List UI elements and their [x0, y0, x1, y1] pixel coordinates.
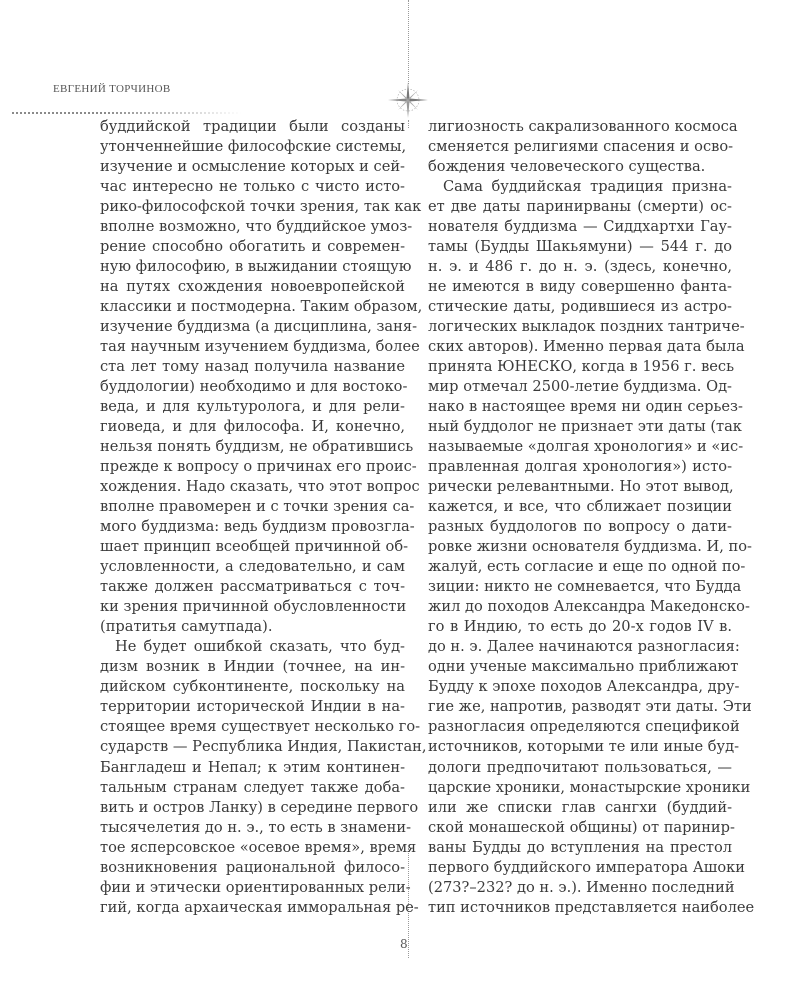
text-line: лигиозность сакрализованного космоса	[428, 118, 738, 135]
text-line: час интересно не только с чисто исто-	[100, 178, 405, 196]
text-line: нако в настоящее время ни один серьез-	[428, 398, 743, 416]
text-line: тысячелетия до н. э., то есть в знамени-	[100, 818, 411, 836]
text-line: также должен рассматриваться с точ-	[100, 578, 405, 596]
text-line: гиоведа, и для философа. И, конечно,	[100, 418, 405, 436]
text-line: разных буддологов по вопросу о дати-	[428, 518, 732, 536]
text-line: ную философию, в выжидании стоящую	[100, 258, 412, 276]
text-line: источников, которыми те или иные буд-	[428, 738, 740, 756]
text-line: мого буддизма: ведь буддизм провозгла-	[100, 518, 415, 536]
text-line: прежде к вопросу о причинах его проис-	[100, 458, 417, 476]
text-line: жалуй, есть согласие и еще по одной по-	[428, 558, 746, 576]
text-line: нователя буддизма — Сиддхартхи Гау-	[428, 218, 732, 236]
text-line: рение способно обогатить и современ-	[100, 238, 405, 256]
text-line: фии и этически ориентированных рели-	[100, 878, 411, 896]
text-line: жил до походов Александра Македонско-	[428, 598, 750, 616]
running-head-author: ЕВГЕНИЙ ТОРЧИНОВ	[53, 83, 171, 95]
text-line: Будду к эпохе походов Александра, дру-	[428, 678, 740, 696]
text-line: вполне правомерен и с точки зрения са-	[100, 498, 415, 516]
text-line: н. э. и 486 г. до н. э. (здесь, конечно,	[428, 258, 732, 276]
text-line: на путях схождения новоевропейской	[100, 278, 405, 296]
text-line: утонченнейшие философские системы,	[100, 138, 407, 156]
text-line: ровке жизни основателя буддизма. И, по-	[428, 538, 752, 556]
text-line: буддологии) необходимо и для востоко-	[100, 378, 408, 396]
text-line: хождения. Надо сказать, что этот вопрос	[100, 478, 420, 496]
text-line: Сама буддийская традиция призна-	[443, 178, 732, 196]
text-line: первого буддийского императора Ашоки	[428, 858, 746, 876]
text-line: вполне возможно, что буддийское умоз-	[100, 218, 413, 236]
text-line: гие же, напротив, разводят эти даты. Эти	[428, 698, 752, 716]
text-line: возникновения рациональной филосо-	[100, 858, 405, 876]
text-line: дологи предпочитают пользоваться, —	[428, 758, 732, 776]
text-line: кажется, и все, что сближает позиции	[428, 498, 732, 516]
text-line: называемые «долгая хронология» и «ис-	[428, 438, 744, 456]
text-line: (273?–232? до н. э.). Именно последний	[428, 878, 735, 896]
text-line: нельзя понять буддизм, не обратившись	[100, 438, 414, 456]
text-line: Бангладеш и Непал; к этим континен-	[100, 758, 405, 776]
header-rule	[12, 112, 242, 114]
text-line: дийском субконтиненте, поскольку на	[100, 678, 405, 696]
text-line: ста лет тому назад получила название	[100, 358, 405, 376]
text-line: классики и постмодерна. Таким образом,	[100, 298, 423, 316]
text-line: сударств — Республика Индия, Пакистан,	[100, 738, 427, 756]
text-line: стоящее время существует несколько го-	[100, 718, 421, 736]
column-divider-mid	[408, 120, 409, 128]
text-line: территории исторической Индии в на-	[100, 698, 405, 716]
text-line: принята ЮНЕСКО, когда в 1956 г. весь	[428, 358, 735, 376]
text-line: одни ученые максимально приближают	[428, 658, 739, 676]
text-line: ки зрения причинной обусловленности	[100, 598, 407, 616]
text-line: гий, когда архаическая имморальная ре-	[100, 898, 419, 916]
text-line: рически релевантными. Но этот вывод,	[428, 478, 734, 496]
text-line: зиции: никто не сомневается, что Будда	[428, 578, 742, 596]
text-line: Не будет ошибкой сказать, что буд-	[115, 638, 405, 656]
text-line: дизм возник в Индии (точнее, на ин-	[100, 658, 405, 676]
text-line: разногласия определяются спецификой	[428, 718, 740, 736]
text-line: ет две даты паринирваны (смерти) ос-	[428, 198, 732, 216]
text-line: тамы (Будды Шакьямуни) — 544 г. до	[428, 238, 732, 256]
text-line: го в Индию, то есть до 20-х годов IV в.	[428, 618, 732, 636]
text-line: бождения человеческого существа.	[428, 158, 706, 176]
text-column-left	[100, 117, 427, 918]
text-line: ный буддолог не признает эти даты (так	[428, 418, 742, 436]
text-line: вить и остров Ланку) в середине первого	[100, 798, 419, 816]
text-line: условленности, а следовательно, и сам	[100, 558, 405, 576]
text-line: ской монашеской общины) от паринир-	[428, 818, 735, 836]
text-line: рико-философской точки зрения, так как	[100, 198, 422, 216]
text-line: или же списки глав сангхи (буддий-	[428, 798, 732, 816]
text-line: до н. э. Далее начинаются разногласия:	[428, 638, 740, 656]
text-line: шает принцип всеобщей причинной об-	[100, 538, 409, 556]
text-line: веда, и для культуролога, и для рели-	[100, 398, 405, 416]
text-line: царские хроники, монастырские хроники	[428, 778, 751, 796]
text-line: тое ясперсовское «осевое время», время	[100, 838, 417, 856]
text-line: не имеются в виду совершенно фанта-	[428, 278, 732, 296]
page-number: 8	[400, 937, 408, 951]
text-line: тая научным изучением буддизма, более	[100, 338, 420, 356]
text-line: ваны Будды до вступления на престол	[428, 838, 732, 856]
text-line: буддийской традиции были созданы	[100, 118, 405, 135]
text-line: (пратитья самутпада).	[100, 618, 273, 636]
text-line: логических выкладок поздних тантриче-	[428, 318, 745, 336]
text-line: стические даты, родившиеся из астро-	[428, 298, 732, 316]
text-line: тальным странам следует также доба-	[100, 778, 405, 796]
text-line: ских авторов). Именно первая дата была	[428, 338, 745, 356]
text-line: правленная долгая хронология») исто-	[428, 458, 732, 476]
column-divider-top	[408, 0, 409, 84]
text-line: изучение и осмысление которых и сей-	[100, 158, 405, 176]
text-column-right	[428, 117, 755, 918]
text-line: изучение буддизма (а дисциплина, заня-	[100, 318, 417, 336]
compass-rose-icon	[388, 80, 428, 120]
text-line: тип источников представляется наиболее	[428, 898, 755, 916]
text-line: мир отмечал 2500-летие буддизма. Од-	[428, 378, 732, 396]
text-line: сменяется религиями спасения и осво-	[428, 138, 734, 156]
